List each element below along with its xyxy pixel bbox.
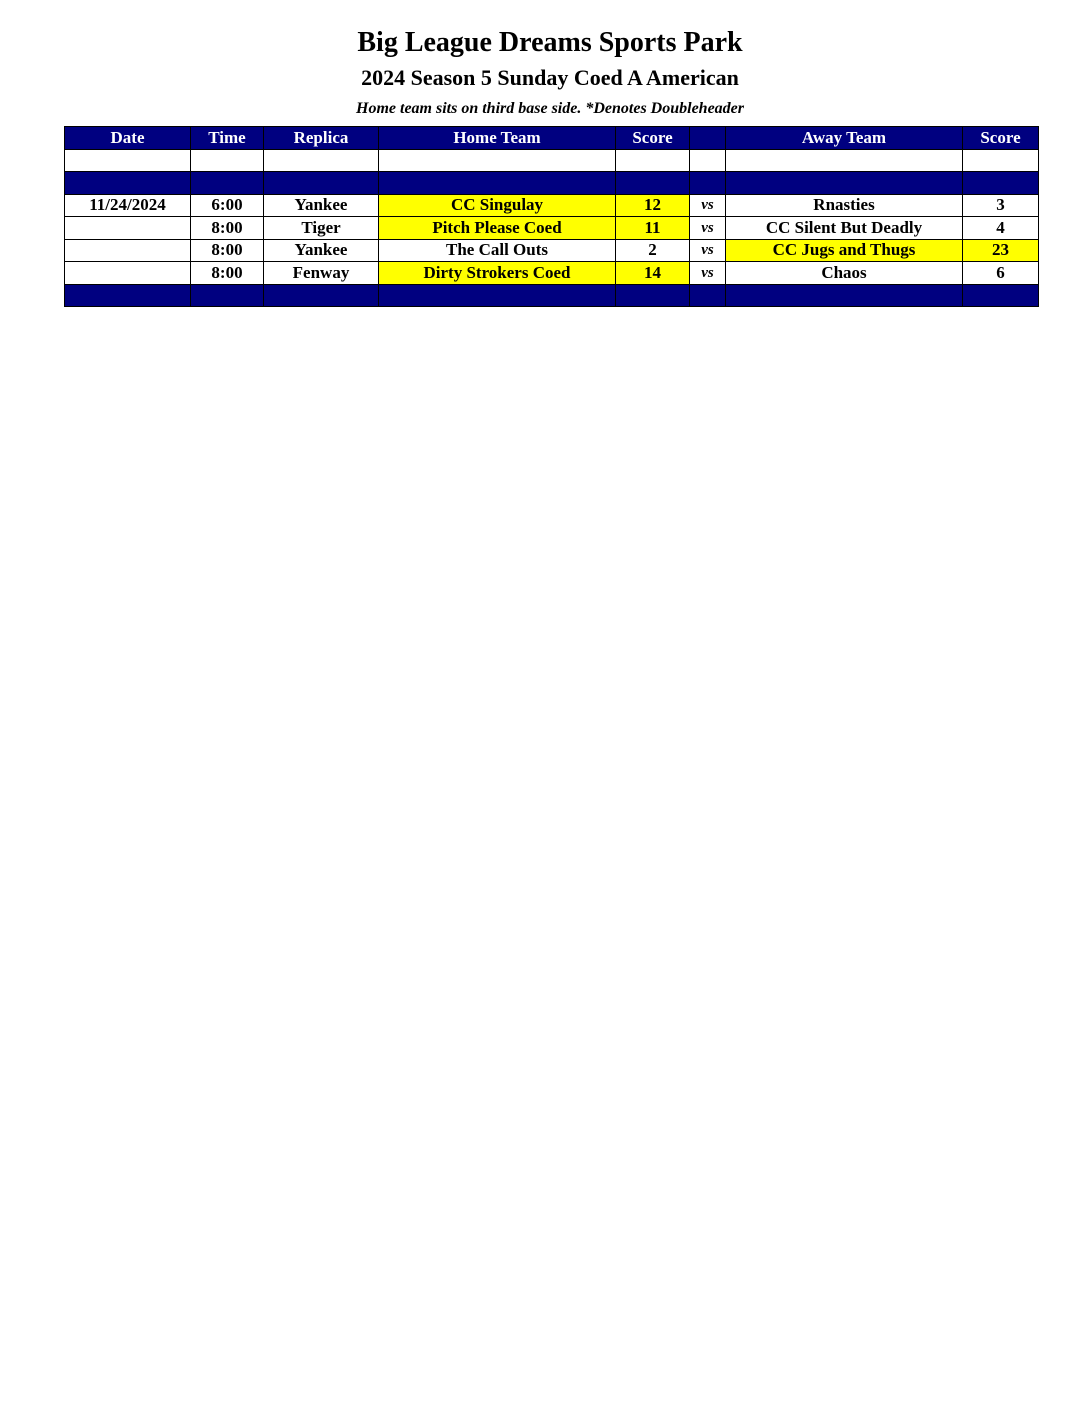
vs-label: vs <box>690 262 726 285</box>
vs-label: vs <box>690 194 726 217</box>
empty-row <box>65 149 1039 172</box>
home-score: 2 <box>616 239 690 262</box>
game-time: 8:00 <box>191 262 264 285</box>
separator-row <box>65 172 1039 195</box>
doubleheader-note: Home team sits on third base side. *Denotes Doubleheader <box>356 100 744 117</box>
table-header-row <box>65 127 1039 150</box>
home-score: 12 <box>616 194 690 217</box>
column-header-vs <box>690 127 726 150</box>
column-header-replica: Replica <box>264 127 379 150</box>
vs-label: vs <box>690 239 726 262</box>
game-replica: Yankee <box>264 194 379 217</box>
page-subtitle: 2024 Season 5 Sunday Coed A American <box>361 65 739 90</box>
column-header-date: Date <box>65 127 191 150</box>
game-time: 6:00 <box>191 194 264 217</box>
vs-label: vs <box>690 217 726 240</box>
table-row <box>65 262 1039 285</box>
game-replica: Yankee <box>264 239 379 262</box>
table-row <box>65 194 1039 217</box>
column-header-time: Time <box>191 127 264 150</box>
game-time: 8:00 <box>191 239 264 262</box>
game-replica: Tiger <box>264 217 379 240</box>
column-header-home-score: Score <box>616 127 690 150</box>
away-score: 6 <box>963 262 1039 285</box>
game-date: 11/24/2024 <box>65 194 191 217</box>
game-replica: Fenway <box>264 262 379 285</box>
home-team: Dirty Strokers Coed <box>379 262 616 285</box>
home-score: 11 <box>616 217 690 240</box>
away-score: 3 <box>963 194 1039 217</box>
game-date <box>65 239 191 262</box>
away-team: Rnasties <box>726 194 963 217</box>
column-header-away-team: Away Team <box>726 127 963 150</box>
home-team: CC Singulay <box>379 194 616 217</box>
game-time: 8:00 <box>191 217 264 240</box>
away-team: Chaos <box>726 262 963 285</box>
away-team: CC Silent But Deadly <box>726 217 963 240</box>
table-row <box>65 217 1039 240</box>
game-date <box>65 262 191 285</box>
column-header-home-team: Home Team <box>379 127 616 150</box>
home-team: Pitch Please Coed <box>379 217 616 240</box>
away-score: 4 <box>963 217 1039 240</box>
schedule-table <box>64 126 1039 307</box>
home-score: 14 <box>616 262 690 285</box>
column-header-away-score: Score <box>963 127 1039 150</box>
separator-row <box>65 284 1039 307</box>
home-team: The Call Outs <box>379 239 616 262</box>
page-title: Big League Dreams Sports Park <box>357 27 743 58</box>
game-date <box>65 217 191 240</box>
table-row <box>65 239 1039 262</box>
away-team: CC Jugs and Thugs <box>726 239 963 262</box>
away-score: 23 <box>963 239 1039 262</box>
